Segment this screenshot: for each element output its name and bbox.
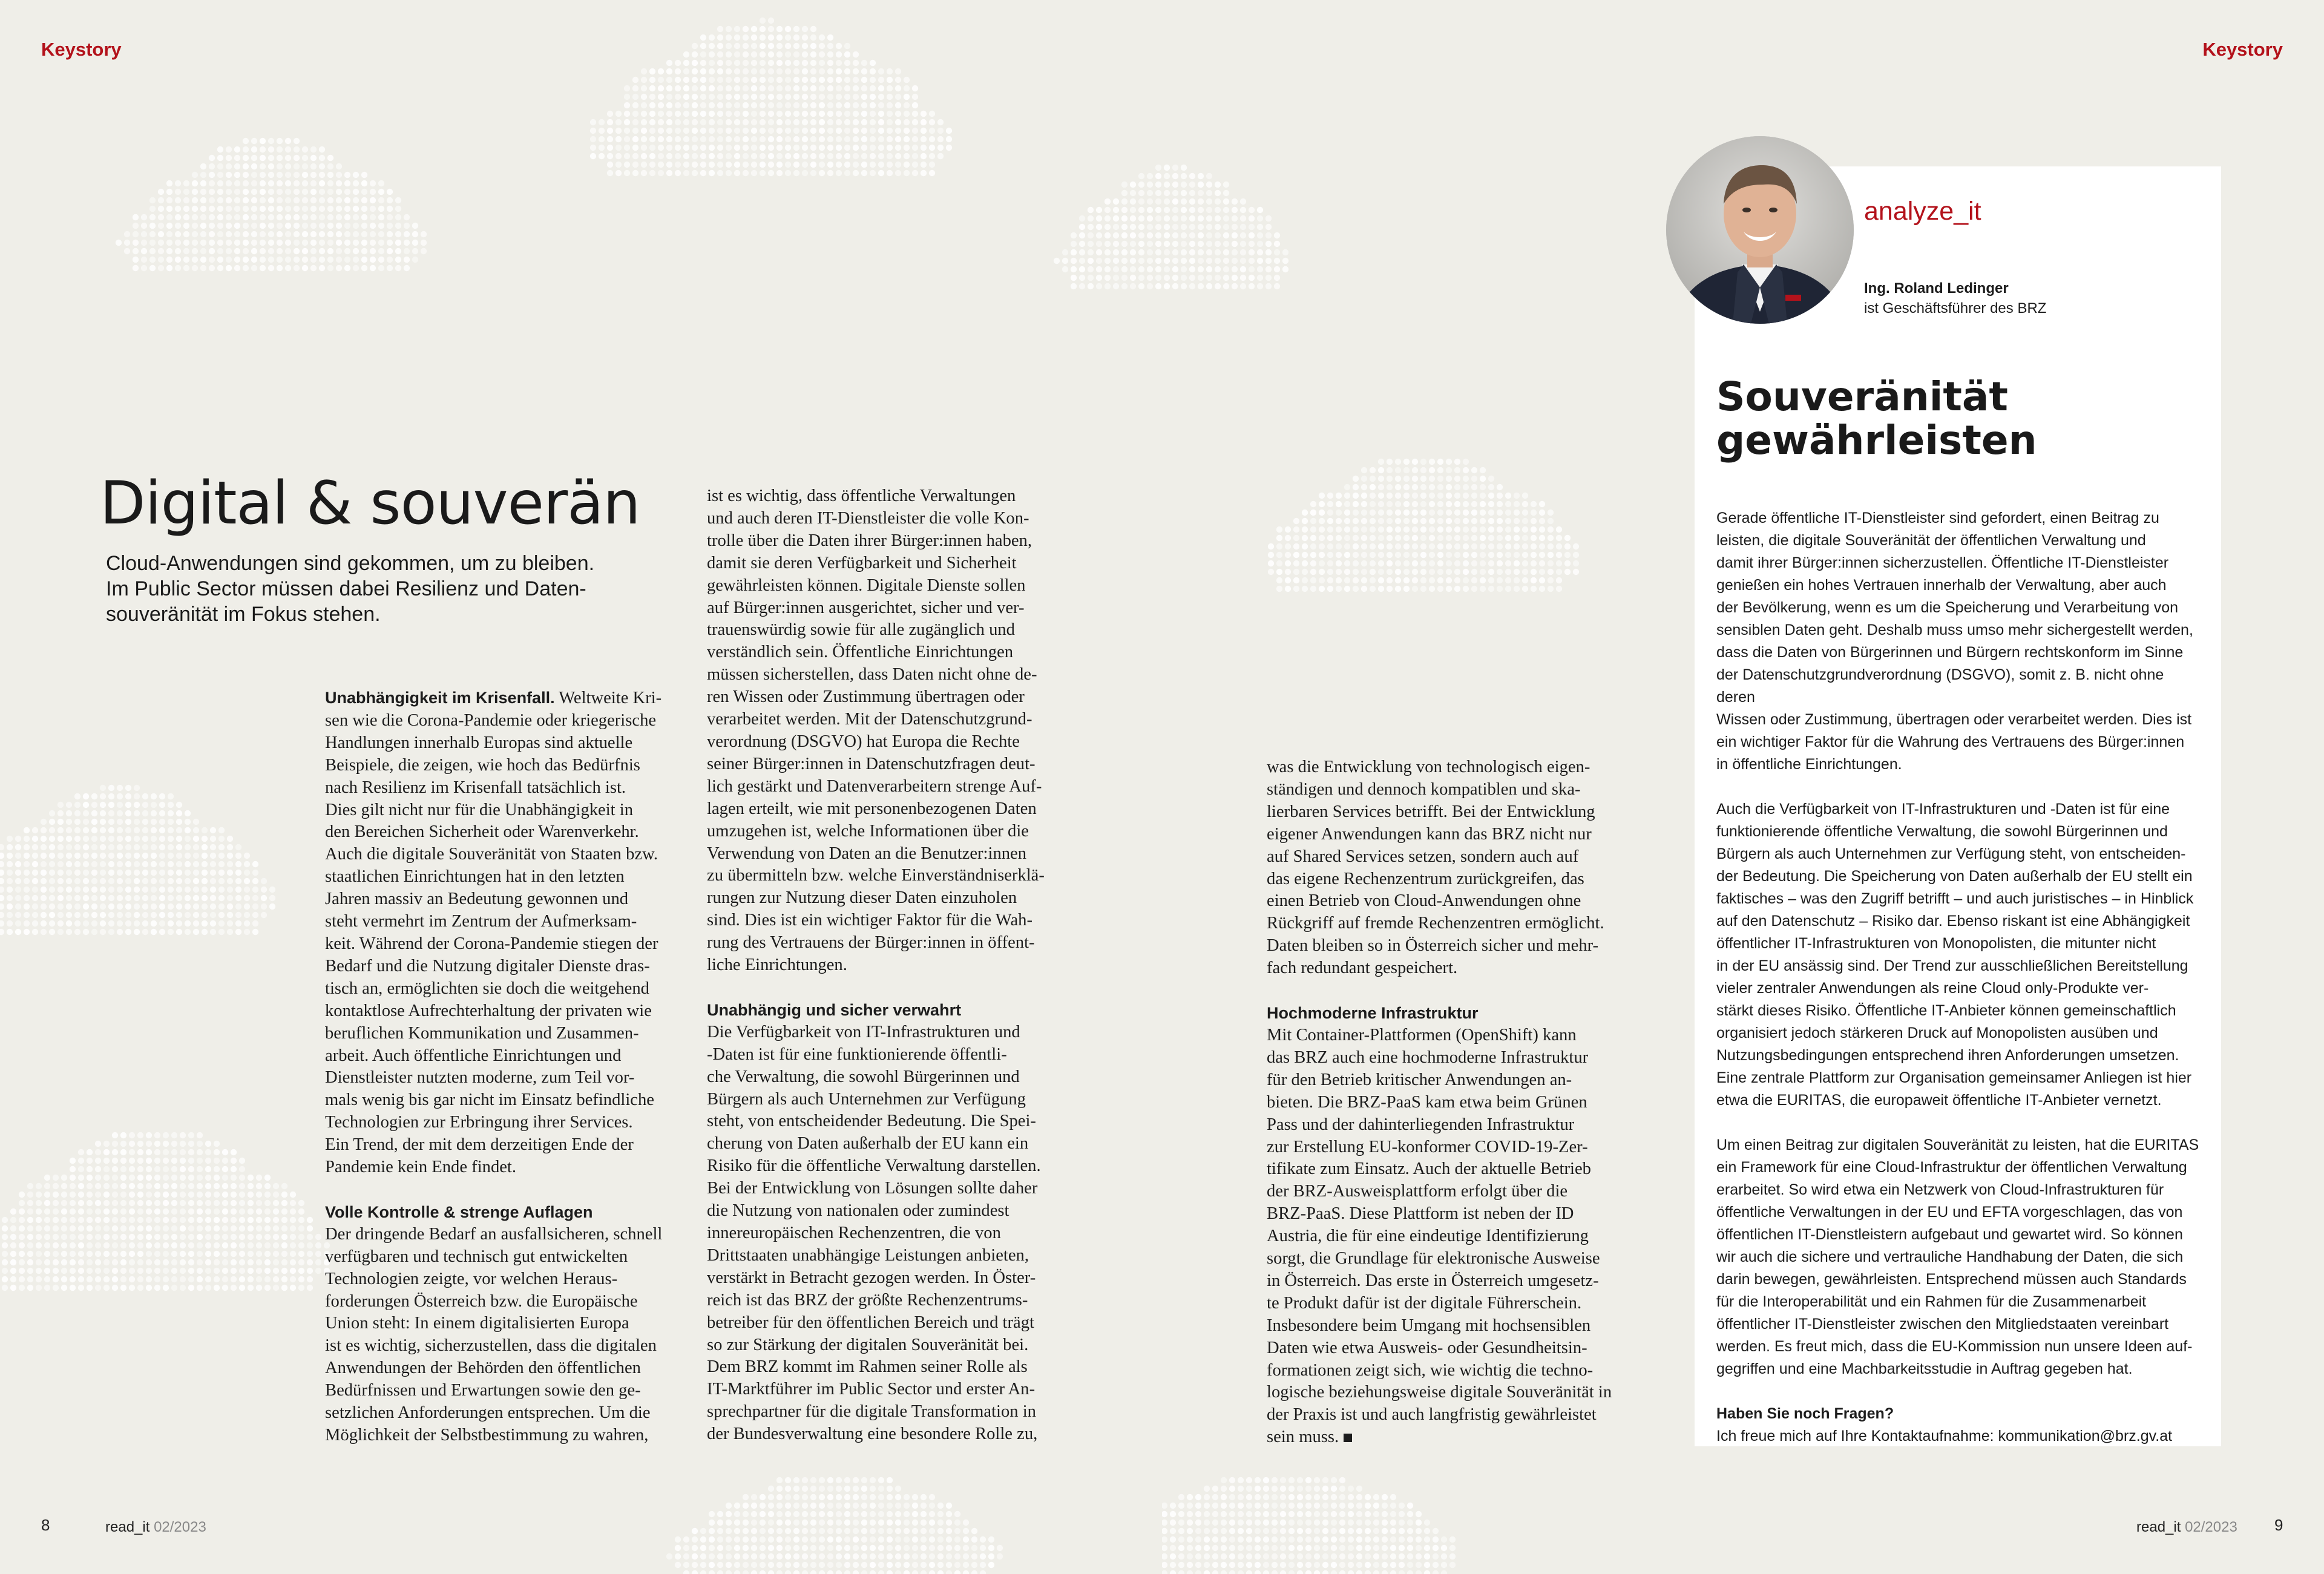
- cloud-decoration: [1162, 1477, 1465, 1574]
- text-line: öffentlichen IT-Dienstleistern aufgebaut und gewartet wird. So können: [1716, 1226, 2183, 1243]
- text-line: verständlich sein. Öffentliche Einrichtungen: [707, 643, 1014, 662]
- text-line: Auch die digitale Souveränität von Staaten bzw.: [325, 845, 658, 864]
- text-line: betreiber für den öffentlichen Bereich und trägt: [707, 1313, 1034, 1332]
- text-line: Bürgern als auch Unternehmen zur Verfügung steht, von entscheiden-: [1716, 845, 2186, 862]
- text-line: die Nutzung von nationalen oder zumindest: [707, 1201, 1009, 1221]
- lead-line: Cloud-Anwendungen sind gekommen, um zu bleiben.: [106, 552, 595, 575]
- page-number: 8: [41, 1516, 50, 1534]
- cloud-graphic: [1162, 1477, 1465, 1574]
- text-line: Austria, die für eine eindeutige Identifizierung: [1267, 1227, 1589, 1246]
- text-line: faktisches – was den Zugriff betrifft – und auch juristisches – in Hinblick: [1716, 890, 2194, 907]
- text-line: vieler zentraler Anwendungen als reine Cloud only-Produkte ver-: [1716, 980, 2149, 997]
- text-line: verstärkt in Betracht gezogen werden. In Öster-: [707, 1268, 1036, 1287]
- article-column-3: [1267, 756, 1630, 1449]
- text-line: logische beziehungsweise digitale Souveränität in: [1267, 1383, 1612, 1402]
- text-line: gegriffen und eine Machbarkeitsstudie in Auftrag gegeben hat.: [1716, 1360, 2133, 1377]
- text-line: rung des Vertrauens der Bürger:innen in öffent-: [707, 933, 1035, 953]
- text-line: erarbeitet. So wird etwa ein Netzwerk von Cloud-Infrastrukturen für: [1716, 1181, 2164, 1198]
- article-headline: Digital & souverän: [100, 469, 640, 538]
- text-line: der Datenschutzgrundverordnung (DSGVO), somit z. B. nicht ohne deren: [1716, 666, 2164, 706]
- cloud-graphic: [666, 1477, 1005, 1574]
- text-line: sind. Dies ist ein wichtiger Faktor für die Wah-: [707, 911, 1032, 930]
- text-line: zur Erstellung EU-konformer COVID-19-Zer-: [1267, 1137, 1588, 1156]
- text-line: Insbesondere beim Umgang mit hochsensiblen: [1267, 1316, 1591, 1335]
- text-line: zu übermitteln bzw. welche Einverständniserklä-: [707, 866, 1045, 885]
- text-line: Wissen oder Zustimmung, übertragen oder verarbeitet werden. Dies ist: [1716, 711, 2192, 728]
- author-portrait: [1666, 136, 1854, 324]
- text-line: organisiert jedoch stärkeren Druck auf Monopolisten ausüben und: [1716, 1025, 2158, 1041]
- text-line: verordnung (DSGVO) hat Europa die Rechte: [707, 732, 1020, 751]
- text-line: Um einen Beitrag zur digitalen Souveränität zu leisten, hat die EURITAS: [1716, 1136, 2199, 1153]
- text-line: das BRZ auch eine hochmoderne Infrastruktur: [1267, 1048, 1589, 1067]
- text-line: gewährleisten können. Digitale Dienste sollen: [707, 575, 1026, 595]
- inline-subhead: Unabhängigkeit im Krisenfall.: [325, 689, 555, 707]
- cloud-graphic: [581, 0, 956, 194]
- cloud-decoration: [1259, 433, 1586, 608]
- text-line: ren Wissen oder Zustimmung übertragen oder: [707, 687, 1025, 707]
- text-line: steht, von entscheidender Bedeutung. Die Spei-: [707, 1112, 1036, 1131]
- section-kicker: Keystory: [2202, 39, 2283, 60]
- text-line: leisten, die digitale Souveränität der öffentlichen Verwaltung und: [1716, 532, 2146, 549]
- text-line: so zur Stärkung der digitalen Souveränität bei.: [707, 1335, 1029, 1354]
- text-line: Union steht: In einem digitalisierten Europa: [325, 1314, 629, 1333]
- section-kicker: Keystory: [41, 39, 122, 60]
- text-line: Gerade öffentliche IT-Dienstleister sind gefordert, einen Beitrag zu: [1716, 510, 2159, 526]
- text-line: tisch an, ermöglichten sie doch die weitgehend: [325, 979, 649, 998]
- text-line: auf den Datenschutz – Risiko dar. Ebenso riskant ist eine Abhängigkeit: [1716, 913, 2190, 930]
- text-line: Bürgern als auch Unternehmen zur Verfügung: [707, 1089, 1026, 1109]
- text-line: cherung von Daten außerhalb der EU kann ein: [707, 1134, 1029, 1153]
- text-line: Verwendung von Daten an die Benutzer:innen: [707, 844, 1027, 863]
- text-line: wir auch die sichere und vertrauliche Handhabung der Daten, die sich: [1716, 1248, 2184, 1265]
- text-line: öffentlicher IT-Dienstleister zwischen den Mitgliedstaaten vereinbart: [1716, 1316, 2169, 1333]
- text-line: damit ihrer Bürger:innen sicherzustellen. Öffentliche IT-Dienstleister: [1716, 554, 2169, 571]
- text-line: Auch die Verfügbarkeit von IT-Infrastrukturen und -Daten ist für eine: [1716, 801, 2170, 818]
- text-line: steht vermehrt im Zentrum der Aufmerksam-: [325, 912, 637, 931]
- text-line: Dem BRZ kommt im Rahmen seiner Rolle als: [707, 1357, 1028, 1377]
- box-paragraph: [1716, 798, 2201, 1112]
- text-line: und auch deren IT-Dienstleister die volle Kon-: [707, 508, 1029, 528]
- text-line: verarbeitet werden. Mit der Datenschutzgrund-: [707, 710, 1032, 729]
- text-line: arbeit. Auch öffentliche Einrichtungen und: [325, 1046, 622, 1065]
- cloud-decoration: [115, 112, 430, 293]
- author-name: Ing. Roland Ledinger: [1864, 280, 2009, 297]
- text-line: Technologien zur Erbringung ihrer Services.: [325, 1113, 633, 1132]
- text-line: Dies gilt nicht nur für die Unabhängigkeit in: [325, 800, 634, 819]
- text-line: kontaktlose Aufrechterhaltung der privaten wie: [325, 1001, 652, 1020]
- folio: [105, 1519, 206, 1536]
- article-column-1: [325, 687, 676, 1447]
- text-line: genießen ein hohes Vertrauen innerhalb der Verwaltung, aber auch: [1716, 577, 2167, 594]
- text-line: IT-Marktführer im Public Sector und erster An-: [707, 1380, 1036, 1399]
- box-body: [1716, 507, 2201, 1448]
- box-title-line: Souveränität: [1716, 373, 2008, 420]
- text-line: Die Verfügbarkeit von IT-Infrastrukturen und: [707, 1022, 1020, 1041]
- text-line: sen wie die Corona-Pandemie oder kriegerische: [325, 710, 657, 730]
- text-line: Eine zentrale Plattform zur Organisation gemeinsamer Anliegen ist hier: [1716, 1069, 2192, 1086]
- text-line: eigener Anwendungen kann das BRZ nicht nur: [1267, 824, 1592, 844]
- text-line: Drittstaaten unabhängige Leistungen anbieten,: [707, 1245, 1029, 1265]
- text-line: Anwendungen der Behörden den öffentlichen: [325, 1359, 641, 1378]
- end-mark-icon: [1344, 1434, 1352, 1442]
- text-line: keit. Während der Corona-Pandemie stiegen der: [325, 934, 658, 953]
- text-line: formationen zeigt sich, wie wichtig die techno-: [1267, 1360, 1594, 1380]
- text-line: Bedürfnissen und Erwartungen sowie den ge-: [325, 1381, 641, 1400]
- text-line: fach redundant gespeichert.: [1267, 959, 1458, 978]
- box-question: Haben Sie noch Fragen?: [1716, 1405, 1894, 1422]
- lead-line: souveränität im Fokus stehen.: [106, 603, 381, 626]
- cloud-decoration: [0, 750, 278, 956]
- text-line: setzlichen Anforderungen entsprechen. Um die: [325, 1403, 651, 1423]
- text-line: sprechpartner für die digitale Transformation in: [707, 1402, 1036, 1422]
- portrait-image: [1666, 136, 1854, 324]
- text-line: beruflichen Kommunikation und Zusammen-: [325, 1023, 639, 1043]
- text-line: das eigene Rechenzentrum zurückgreifen, das: [1267, 869, 1584, 888]
- box-title: [1716, 375, 2201, 462]
- right-page: [1162, 0, 2324, 1574]
- cloud-decoration: [581, 0, 956, 194]
- text-line: ist es wichtig, sicherzustellen, dass die digitalen: [325, 1336, 657, 1356]
- contact-line: Ich freue mich auf Ihre Kontaktaufnahme: kommunikation@brz.gv.at: [1716, 1428, 2173, 1444]
- text-line: Daten bleiben so in Österreich sicher und mehr-: [1267, 936, 1599, 956]
- text-line: einen Betrieb von Cloud-Anwendungen ohne: [1267, 891, 1581, 911]
- text-line: che Verwaltung, die sowohl Bürgerinnen und: [707, 1067, 1020, 1086]
- author-role: ist Geschäftsführer des BRZ: [1864, 300, 2047, 316]
- text-line: bieten. Die BRZ-PaaS kam etwa beim Grünen: [1267, 1092, 1587, 1112]
- text-line: reich ist das BRZ der größte Rechenzentrums-: [707, 1290, 1028, 1310]
- text-line: darin bewegen, gewährleisten. Entsprechend müssen auch Standards: [1716, 1271, 2187, 1288]
- cloud-graphic: [1162, 130, 1295, 312]
- cloud-decoration: [0, 1089, 339, 1319]
- text-line: den Bereichen Sicherheit oder Warenverkehr.: [325, 822, 639, 842]
- folio-name: read_it: [2136, 1519, 2181, 1535]
- text-line: BRZ-PaaS. Diese Plattform ist neben der ID: [1267, 1204, 1574, 1224]
- text-line: dass die Daten von Bürgerinnen und Bürgern rechtskonform im Sinne: [1716, 644, 2184, 661]
- cloud-graphic: [0, 750, 278, 956]
- cloud-graphic: [115, 112, 430, 293]
- text-line: Beispiele, die zeigen, wie hoch das Bedürfnis: [325, 755, 640, 775]
- text-line: Rückgriff auf fremde Rechenzentren ermöglicht.: [1267, 914, 1604, 933]
- text-line: ständigen und dennoch kompatiblen und ska-: [1267, 779, 1581, 799]
- box-paragraph: [1716, 507, 2201, 776]
- text-line: ein Framework für eine Cloud-Infrastruktur der öffentlichen Verwaltung: [1716, 1159, 2187, 1176]
- text-line: umzugehen ist, welche Informationen über die: [707, 821, 1029, 841]
- text-line: forderungen Österreich bzw. die Europäische: [325, 1291, 638, 1311]
- text-line: werden. Es freut mich, dass die EU-Kommission nun unsere Ideen auf-: [1716, 1338, 2193, 1355]
- text-line: seiner Bürger:innen in Datenschutzfragen deut-: [707, 754, 1036, 773]
- folio-name: read_it: [105, 1519, 150, 1535]
- cloud-graphic: [0, 1089, 339, 1319]
- text-line: der Praxis ist und auch langfristig gewährleistet: [1267, 1405, 1597, 1425]
- text-line: Pandemie kein Ende findet.: [325, 1158, 517, 1177]
- text-line: was die Entwicklung von technologisch eigen-: [1267, 758, 1590, 776]
- text-line: liche Einrichtungen.: [707, 956, 847, 975]
- folio-issue: 02/2023: [154, 1519, 206, 1535]
- text-line: sensiblen Daten geht. Deshalb muss umso mehr sichergestellt werden,: [1716, 621, 2193, 638]
- text-line: Möglichkeit der Selbstbestimmung zu wahren,: [325, 1426, 649, 1444]
- subhead: Volle Kontrolle & strenge Auflagen: [325, 1202, 593, 1221]
- text-line: Daten wie etwa Ausweis- oder Gesundheitsin-: [1267, 1338, 1587, 1357]
- subhead: Unabhängig und sicher verwahrt: [707, 1000, 962, 1019]
- text-line: stärkt dieses Risiko. Öffentliche IT-Anbieter können gemeinschaftlich: [1716, 1002, 2176, 1019]
- text-line: lich gestärkt und Datenverarbeitern strenge Auf-: [707, 776, 1042, 796]
- text-line: staatlichen Einrichtungen hat in den letzten: [325, 867, 625, 887]
- text-line: für den Betrieb kritischer Anwendungen an-: [1267, 1070, 1572, 1089]
- folio: [2136, 1519, 2237, 1536]
- text-line: Weltweite Kri-: [554, 689, 662, 707]
- text-line: öffentlicher IT-Infrastrukturen von Monopolisten, die mitunter nicht: [1716, 935, 2156, 952]
- text-line: lierbaren Services betrifft. Bei der Entwicklung: [1267, 802, 1595, 821]
- cloud-decoration: [1053, 130, 1162, 312]
- text-line: Bei der Entwicklung von Lösungen sollte daher: [707, 1179, 1038, 1198]
- text-line: tifikate zum Einsatz. Auch der aktuelle Betrieb: [1267, 1159, 1591, 1179]
- text-line: ein wichtiger Faktor für die Wahrung des Vertrauens des Bürger:innen: [1716, 733, 2185, 750]
- box-paragraph: [1716, 1134, 2201, 1380]
- text-line: damit sie deren Verfügbarkeit und Sicherheit: [707, 553, 1017, 572]
- text-line: für die Interoperabilität und ein Rahmen für die Zusammenarbeit: [1716, 1293, 2147, 1310]
- text-line: der BRZ-Ausweisplattform erfolgt über die: [1267, 1182, 1568, 1201]
- text-line: auf Shared Services setzen, sondern auch auf: [1267, 847, 1579, 866]
- page-number: 9: [2274, 1516, 2283, 1534]
- text-line: innereuropäischen Rechenzentren, die von: [707, 1224, 1001, 1242]
- text-line: der Bundesverwaltung eine besondere Rolle zu,: [707, 1425, 1038, 1444]
- text-line: Pass und der dahinterliegenden Infrastruktur: [1267, 1115, 1575, 1134]
- cloud-graphic: [1259, 433, 1586, 608]
- text-line: in der EU ansässig sind. Der Trend zur ausschließlichen Bereitstellung: [1716, 957, 2188, 974]
- text-line: Jahren massiv an Bedeutung gewonnen und: [325, 890, 629, 909]
- text-line: funktionierende öffentliche Verwaltung, die sowohl Bürgerinnen und: [1716, 823, 2168, 840]
- section-label: analyze_it: [1864, 197, 1981, 226]
- text-line: müssen sicherstellen, dass Daten nicht ohne de-: [707, 665, 1037, 684]
- text-line: Dienstleister nutzten moderne, zum Teil vor-: [325, 1068, 635, 1087]
- text-line: in Österreich. Das erste in Österreich umgesetz-: [1267, 1271, 1599, 1290]
- box-title-line: gewährleisten: [1716, 417, 2037, 464]
- text-line: ist es wichtig, dass öffentliche Verwaltungen: [707, 487, 1016, 505]
- article-column-2: [707, 485, 1058, 1446]
- text-line: etwa die EURITAS, die europaweit öffentliche IT-Anbieter vernetzt.: [1716, 1092, 2162, 1109]
- text-line: in öffentliche Einrichtungen.: [1716, 756, 1902, 773]
- text-line: rungen zur Nutzung dieser Daten einzuholen: [707, 888, 1017, 908]
- text-line: Technologien zeigte, vor welchen Heraus-: [325, 1269, 618, 1288]
- cloud-decoration: [666, 1477, 1005, 1574]
- text-line: te Produkt dafür ist der digitale Führerschein.: [1267, 1293, 1582, 1313]
- text-line: Nutzungsbedingungen entsprechend ihren Anforderungen umsetzen.: [1716, 1047, 2179, 1064]
- text-line: nach Resilienz im Krisenfall tatsächlich ist.: [325, 778, 626, 797]
- text-line: Bedarf und die Nutzung digitaler Dienste dras-: [325, 956, 650, 976]
- text-line: Handlungen innerhalb Europas sind aktuelle: [325, 733, 633, 752]
- text-line: sein muss.: [1267, 1428, 1339, 1447]
- subhead: Hochmoderne Infrastruktur: [1267, 1004, 1479, 1023]
- text-line: verfügbaren und technisch gut entwickelten: [325, 1247, 628, 1266]
- text-line: mals wenig bis gar nicht im Einsatz befindliche: [325, 1090, 654, 1110]
- lead-line: Im Public Sector müssen dabei Resilienz und Daten-: [106, 577, 586, 600]
- text-line: trauenswürdig sowie für alle zugänglich und: [707, 620, 1015, 640]
- text-line: Risiko für die öffentliche Verwaltung darstellen.: [707, 1156, 1041, 1176]
- text-line: Der dringende Bedarf an ausfallsicheren, schnell: [325, 1224, 663, 1244]
- text-line: sorgt, die Grundlage für elektronische Ausweise: [1267, 1249, 1600, 1268]
- text-line: auf Bürger:innen ausgerichtet, sicher und ver-: [707, 598, 1025, 617]
- text-line: lagen erteilt, wie mit personenbezogenen Daten: [707, 799, 1037, 818]
- article-lead: [106, 551, 602, 627]
- cloud-decoration: [1162, 130, 1295, 312]
- text-line: Mit Container-Plattformen (OpenShift) kann: [1267, 1025, 1577, 1044]
- text-line: der Bevölkerung, wenn es um die Speicherung und Verarbeitung von: [1716, 599, 2179, 616]
- text-line: der Bedeutung. Die Speicherung von Daten außerhalb der EU stellt ein: [1716, 868, 2193, 885]
- folio-issue: 02/2023: [2185, 1519, 2237, 1535]
- text-line: öffentliche Verwaltungen in der EU und EFTA vorgeschlagen, das von: [1716, 1204, 2183, 1221]
- author-info: [1864, 278, 2046, 318]
- text-line: Ein Trend, der mit dem derzeitigen Ende der: [325, 1135, 634, 1155]
- text-line: trolle über die Daten ihrer Bürger:innen haben,: [707, 531, 1032, 550]
- text-line: -Daten ist für eine funktionierende öffentli-: [707, 1044, 1007, 1064]
- cloud-graphic: [1053, 130, 1162, 312]
